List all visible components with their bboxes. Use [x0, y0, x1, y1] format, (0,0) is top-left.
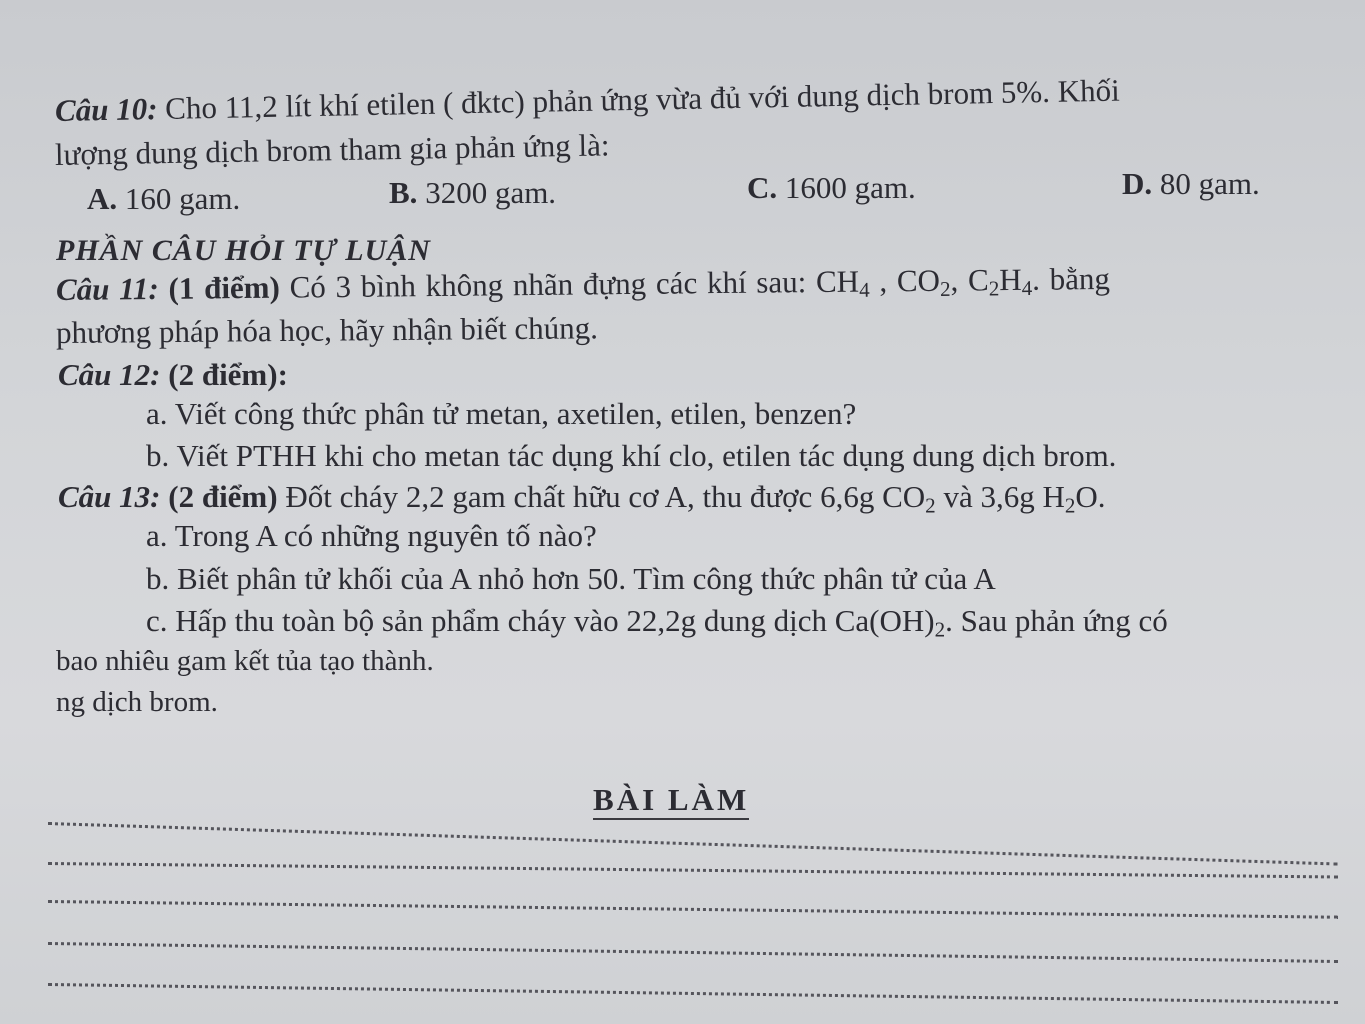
q13-c-cont: bao nhiêu gam kết tủa tạo thành.: [56, 645, 434, 677]
q10-option-a: A. 160 gam.: [87, 181, 241, 216]
answer-line-1: [48, 822, 1337, 866]
q10-option-b: B. 3200 gam.: [389, 175, 557, 210]
q10-text2: lượng dung dịch brom tham gia phản ứng là:: [54, 127, 610, 172]
q13-line1: Câu 13: (2 điểm) Đốt cháy 2,2 gam chất hữu cơ A, thu được 6,6g $CO_2$ và 3,6g $H_2O$.: [58, 479, 1106, 518]
q12-line1: [58, 357, 288, 393]
q11-line2: phương pháp hóa học, hãy nhận biết chúng.: [55, 310, 599, 350]
answer-line-2: [48, 862, 1338, 879]
q11-points: (1 điểm): [158, 269, 290, 306]
q12-points: (2 điểm):: [160, 357, 288, 392]
text-fragment: ng dịch brom.: [56, 686, 218, 718]
q10-text1: Cho 11,2 lít khí etilen ( đktc) phản ứng vừa đủ với dung dịch brom 5%. Khối: [157, 72, 1121, 127]
q13-c: c. Hấp thu toàn bộ sản phẩm cháy vào 22,2g dung dịch $Ca(OH)_2$. Sau phản ứng có: [146, 603, 1168, 642]
q12-label: Câu 12:: [58, 357, 161, 392]
q10-option-d: D. 80 gam.: [1122, 166, 1260, 201]
q11-line1: Câu 11: (1 điểm) Có 3 bình không nhãn đựng các khí sau: $CH_4$ , $CO_2$, $C_2H_4$. bằng: [55, 260, 1111, 307]
answer-title: BÀI LÀM: [593, 782, 749, 820]
section-title: PHẦN CÂU HỎI TỰ LUẬN: [56, 234, 431, 267]
q12-a: a. Viết công thức phân tử metan, axetilen, etilen, benzen?: [146, 396, 857, 431]
q11-label: Câu 11:: [55, 270, 159, 307]
q12-b: b. Viết PTHH khi cho metan tác dụng khí clo, etilen tác dụng dung dịch brom.: [146, 438, 1117, 473]
q13-a: a. Trong A có những nguyên tố nào?: [146, 518, 597, 553]
q13-points: (2 điểm): [160, 479, 278, 514]
answer-line-3: [48, 900, 1338, 919]
q13-label: Câu 13:: [58, 479, 161, 514]
q10-line1: [55, 73, 1120, 129]
q13-b: b. Biết phân tử khối của A nhỏ hơn 50. Tìm công thức phân tử của A: [146, 561, 996, 596]
answer-line-4: [48, 942, 1338, 963]
q10-option-c: C. 1600 gam.: [747, 170, 916, 205]
answer-line-5: [48, 983, 1338, 1004]
q10-line2: [55, 127, 610, 173]
q10-label: Câu 10:: [54, 91, 158, 128]
